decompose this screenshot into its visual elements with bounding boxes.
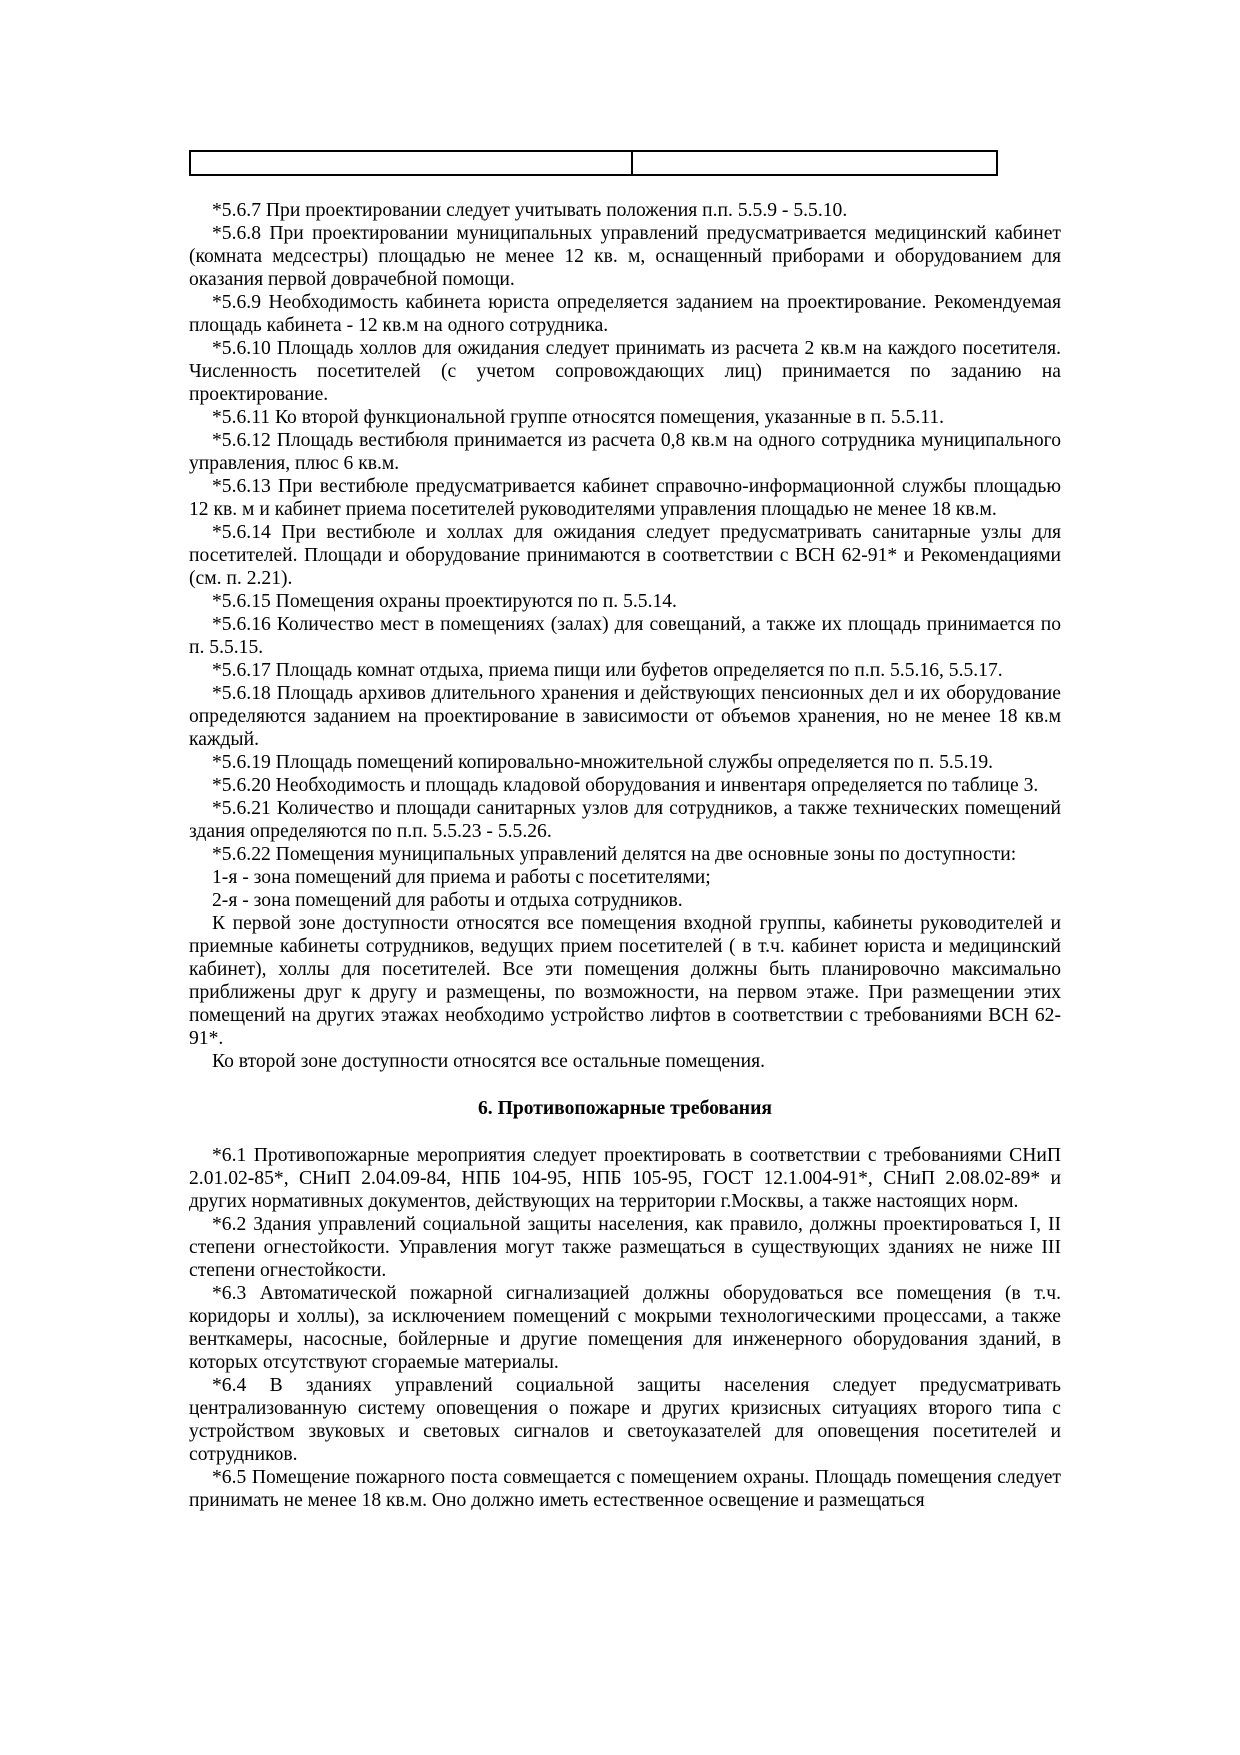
paragraph: *5.6.7 При проектировании следует учитывать положения п.п. 5.5.9 - 5.5.10. bbox=[212, 200, 848, 221]
paragraph: *5.6.15 Помещения охраны проектируются по п. 5.5.14. bbox=[212, 591, 677, 612]
document-page bbox=[189, 150, 1061, 1512]
paragraph: *5.6.18 Площадь архивов длительного хранения и действующих пенсионных дел и их оборудование определяются заданием на проектирование в зависимости от объемов хранения, но не менее 18 кв.м каждый. bbox=[189, 683, 1061, 750]
paragraph: *6.4 В зданиях управлений социальной защиты населения следует предусматривать централизованную систему оповещения о пожаре и других кризисных ситуациях второго типа с устройством звуковых и световых сигналов и светоуказателей для оповещения посетителей и сотрудников. bbox=[189, 1375, 1061, 1465]
table-cell bbox=[633, 152, 996, 174]
paragraph: *5.6.20 Необходимость и площадь кладовой оборудования и инвентаря определяется по таблице 3. bbox=[212, 775, 1039, 796]
empty-table-row bbox=[189, 150, 998, 176]
paragraph: *5.6.10 Площадь холлов для ожидания следует принимать из расчета 2 кв.м на каждого посетителя. Численность посетителей (с учетом сопровождающих лиц) принимается по заданию на проектирование. bbox=[189, 338, 1061, 405]
paragraph: *5.6.21 Количество и площади санитарных узлов для сотрудников, а также технических помещений здания определяются по п.п. 5.5.23 - 5.5.26. bbox=[189, 798, 1061, 842]
paragraph: *6.5 Помещение пожарного поста совмещается с помещением охраны. Площадь помещения следует принимать не менее 18 кв.м. Оно должно иметь естественное освещение и размещаться bbox=[189, 1467, 1061, 1511]
paragraph: *5.6.11 Ко второй функциональной группе относятся помещения, указанные в п. 5.5.11. bbox=[212, 407, 945, 428]
section-5-6-text bbox=[189, 199, 1061, 1073]
paragraph: *5.6.17 Площадь комнат отдыха, приема пищи или буфетов определяется по п.п. 5.5.16, 5.5.17. bbox=[212, 660, 1003, 681]
paragraph: К первой зоне доступности относятся все помещения входной группы, кабинеты руководителей и приемные кабинеты сотрудников, ведущих прием посетителей ( в т.ч. кабинет юриста и медицинский кабинет), холлы для посетителей. Все эти помещения должны быть планировочно максимально приближены друг к другу и размещены, по возможности, на первом этаже. При размещении этих помещений на других этажах необходимо устройство лифтов в соответствии с требованиями ВСН 62-91*. bbox=[189, 913, 1061, 1049]
paragraph: *5.6.22 Помещения муниципальных управлений делятся на две основные зоны по доступности: bbox=[212, 844, 1017, 865]
table-cell bbox=[191, 152, 633, 174]
paragraph: *5.6.14 При вестибюле и холлах для ожидания следует предусматривать санитарные узлы для посетителей. Площади и оборудование принимаются в соответствии с ВСН 62-91* и Рекомендациями (см. п. 2.21). bbox=[189, 522, 1061, 589]
paragraph: *6.1 Противопожарные мероприятия следует проектировать в соответствии с требованиями СНиП 2.01.02-85*, СНиП 2.04.09-84, НПБ 104-95, НПБ 105-95, ГОСТ 12.1.004-91*, СНиП 2.08.02-89* и других нормативных документов, действующих на территории г.Москвы, а также настоящих норм. bbox=[189, 1145, 1061, 1212]
paragraph: Ко второй зоне доступности относятся все остальные помещения. bbox=[212, 1051, 766, 1072]
paragraph: *5.6.12 Площадь вестибюля принимается из расчета 0,8 кв.м на одного сотрудника муниципального управления, плюс 6 кв.м. bbox=[189, 430, 1061, 474]
paragraph: *6.3 Автоматической пожарной сигнализацией должны оборудоваться все помещения (в т.ч. коридоры и холлы), за исключением помещений с мокрыми технологическими процессами, а также венткамеры, насосные, бойлерные и другие помещения для инженерного оборудования зданий, в которых отсутствуют сгораемые материалы. bbox=[189, 1283, 1061, 1373]
paragraph: *5.6.9 Необходимость кабинета юриста определяется заданием на проектирование. Рекомендуемая площадь кабинета - 12 кв.м на одного сотрудника. bbox=[189, 292, 1061, 336]
paragraph: *6.2 Здания управлений социальной защиты населения, как правило, должны проектироваться I, II степени огнестойкости. Управления могут также размещаться в существующих зданиях не ниже III степени огнестойкости. bbox=[189, 1214, 1061, 1281]
section-6-heading: 6. Противопожарные требования bbox=[478, 1098, 772, 1119]
paragraph: *5.6.16 Количество мест в помещениях (залах) для совещаний, а также их площадь принимается по п. 5.5.15. bbox=[189, 614, 1061, 658]
list-item: 2-я - зона помещений для работы и отдыха сотрудников. bbox=[212, 890, 683, 911]
list-item: 1-я - зона помещений для приема и работы с посетителями; bbox=[212, 867, 711, 888]
paragraph: *5.6.8 При проектировании муниципальных управлений предусматривается медицинский кабинет (комната медсестры) площадью не менее 12 кв. м, оснащенный приборами и оборудованием для оказания первой доврачебной помощи. bbox=[189, 223, 1061, 290]
section-6-text bbox=[189, 1144, 1061, 1512]
paragraph: *5.6.19 Площадь помещений копировально-множительной службы определяется по п. 5.5.19. bbox=[212, 752, 994, 773]
paragraph: *5.6.13 При вестибюле предусматривается кабинет справочно-информационной службы площадью 12 кв. м и кабинет приема посетителей руководителями управления площадью не менее 18 кв.м. bbox=[189, 476, 1061, 520]
